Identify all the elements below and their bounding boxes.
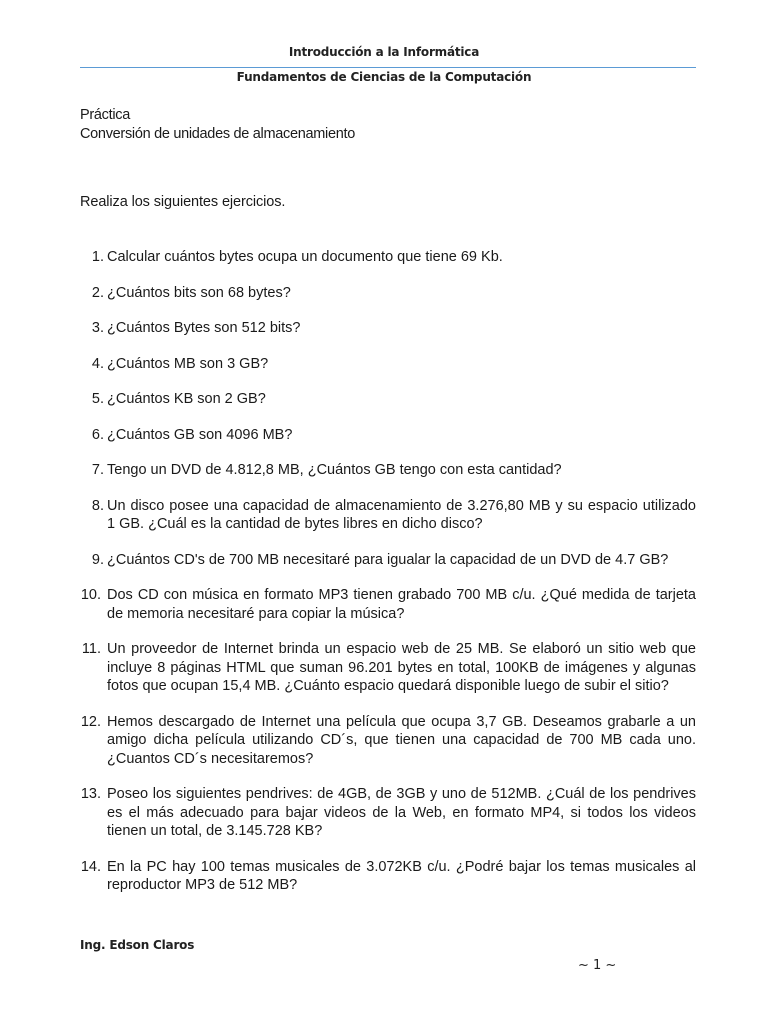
- exercise-item: [80, 858, 696, 895]
- exercise-text: Hemos descargado de Internet una película que ocupa 3,7 GB. Deseamos grabarle a un amigo dicha película utilizando CD´s, que tienen una capacidad de 700 MB cada uno. ¿Cuantos CD´s necesitaremos?: [107, 713, 696, 767]
- exercise-item: [80, 284, 696, 303]
- exercise-text: ¿Cuántos GB son 4096 MB?: [107, 426, 293, 443]
- intro-text: Realiza los siguientes ejercicios.: [80, 194, 286, 210]
- exercise-number: 12.: [80, 713, 101, 730]
- exercise-number: 14.: [80, 858, 101, 875]
- exercise-item: [80, 497, 696, 534]
- exercise-text: Calcular cuántos bytes ocupa un documento que tiene 69 Kb.: [107, 249, 503, 265]
- exercise-text: ¿Cuántos Bytes son 512 bits?: [107, 320, 301, 336]
- header-divider: [80, 67, 696, 68]
- exercise-number: 4.: [91, 355, 104, 372]
- exercise-item: [80, 461, 696, 480]
- exercise-text: ¿Cuántos CD's de 700 MB necesitaré para igualar la capacidad de un DVD de 4.7 GB?: [107, 551, 669, 568]
- exercise-number: 2.: [91, 284, 104, 301]
- exercise-text: ¿Cuántos MB son 3 GB?: [107, 355, 269, 372]
- exercise-item: [80, 248, 696, 267]
- exercise-number: 13.: [80, 786, 101, 802]
- exercise-number: 11.: [81, 641, 101, 657]
- exercise-item: [80, 551, 696, 570]
- exercise-item: [80, 355, 696, 374]
- exercise-number: 3.: [91, 320, 104, 336]
- practice-label: Práctica: [80, 107, 130, 123]
- exercise-number: 1.: [91, 249, 104, 265]
- header-subtitle: Fundamentos de Ciencias de la Computación: [236, 70, 532, 84]
- exercise-text: ¿Cuántos KB son 2 GB?: [107, 391, 266, 407]
- exercise-text: Poseo los siguientes pendrives: de 4GB, de 3GB y uno de 512MB. ¿Cuál de los pendrives es el más adecuado para bajar videos de la Web, en formato MP4, si todos los videos tienen un total, de 3.145.728 KB?: [107, 786, 696, 839]
- page-number: ~ 1 ~: [578, 958, 617, 973]
- exercise-number: 9.: [91, 551, 104, 568]
- exercise-number: 5.: [91, 391, 104, 407]
- exercise-number: 6.: [91, 426, 104, 443]
- title-block: [80, 106, 355, 144]
- exercise-text: Dos CD con música en formato MP3 tienen grabado 700 MB c/u. ¿Qué medida de tarjeta de memoria necesitaré para copiar la música?: [107, 587, 696, 622]
- exercise-item: [80, 713, 696, 769]
- exercise-text: En la PC hay 100 temas musicales de 3.072KB c/u. ¿Podré bajar los temas musicales al reproductor MP3 de 512 MB?: [107, 858, 696, 893]
- exercise-item: [80, 785, 696, 841]
- practice-topic: Conversión de unidades de almacenamiento: [80, 126, 355, 142]
- exercise-text: Un proveedor de Internet brinda un espacio web de 25 MB. Se elaboró un sitio web que incluye 8 páginas HTML que suman 96.201 bytes en total, 100KB de imágenes y algunas fotos que ocupan 15,4 MB. ¿Cuánto espacio quedará disponible luego de subir el sitio?: [107, 641, 696, 694]
- exercise-number: 8.: [91, 497, 104, 514]
- exercise-item: [80, 640, 696, 696]
- exercise-item: [80, 390, 696, 409]
- exercise-item: [80, 319, 696, 338]
- header-title: Introducción a la Informática: [288, 45, 480, 59]
- exercise-text: Un disco posee una capacidad de almacenamiento de 3.276,80 MB y su espacio utilizado 1 GB. ¿Cuál es la cantidad de bytes libres en dicho disco?: [107, 497, 696, 532]
- exercise-text: ¿Cuántos bits son 68 bytes?: [107, 284, 291, 301]
- footer-author: Ing. Edson Claros: [80, 938, 195, 952]
- exercise-item: [80, 426, 696, 445]
- exercise-number: 10.: [80, 587, 101, 603]
- exercise-item: [80, 586, 696, 623]
- exercise-number: 7.: [91, 462, 104, 478]
- exercise-list: [80, 248, 696, 912]
- exercise-text: Tengo un DVD de 4.812,8 MB, ¿Cuántos GB tengo con esta cantidad?: [107, 462, 562, 478]
